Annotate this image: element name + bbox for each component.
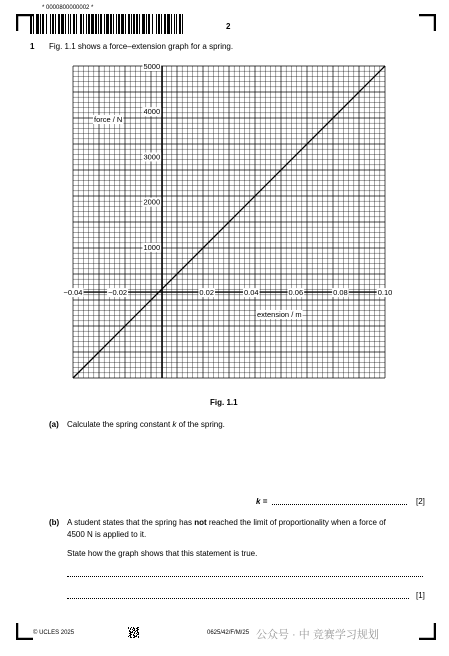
page-number: 2 xyxy=(226,22,231,31)
part-b-answer-line-2[interactable] xyxy=(67,598,409,599)
part-a-marks: [2] xyxy=(416,497,425,506)
part-a-answer-label: k = xyxy=(256,497,268,506)
part-a-answer-line[interactable] xyxy=(272,504,407,505)
question-intro: Fig. 1.1 shows a force–extension graph for a spring. xyxy=(49,42,234,51)
x-tick-label: 0.08 xyxy=(333,288,348,298)
y-axis-title: force / N xyxy=(94,115,123,124)
x-tick-label: 0.04 xyxy=(243,288,259,298)
x-tick-label: −0.02 xyxy=(108,288,128,298)
qr-code xyxy=(128,627,139,638)
watermark: 公众号 · 中 竞赛学习规划 xyxy=(256,629,379,641)
part-b-label: (b) xyxy=(49,518,60,527)
figure-caption: Fig. 1.1 xyxy=(210,398,238,407)
part-a-question: Calculate the spring constant k of the spring. xyxy=(67,420,225,429)
x-tick-label: −0.04 xyxy=(63,288,83,298)
question-number: 1 xyxy=(30,42,35,51)
x-tick-label: 0.06 xyxy=(288,288,304,298)
part-b-marks: [1] xyxy=(416,591,425,600)
part-b-answer-line-1[interactable] xyxy=(67,576,423,577)
y-tick-label: 4000 xyxy=(143,107,161,117)
footer-copyright: © UCLES 2025 xyxy=(33,630,75,636)
part-a-label: (a) xyxy=(49,420,59,429)
x-tick-label: 0.02 xyxy=(199,288,215,298)
part-b-line-1: A student states that the spring has not reached the limit of proportionality when a force of xyxy=(67,518,386,527)
x-axis-title: extension / m xyxy=(257,310,302,319)
corner-mark-bottom-left xyxy=(16,622,34,640)
x-tick-label: 0.10 xyxy=(377,288,393,298)
corner-mark-bottom-right xyxy=(418,622,436,640)
y-tick-label: 1000 xyxy=(143,242,161,252)
part-b-line-2: 4500 N is applied to it. xyxy=(67,530,147,539)
footer-code: 0625/42/F/M/25 xyxy=(207,630,250,636)
y-tick-label: 5000 xyxy=(143,62,161,71)
part-b-instruction: State how the graph shows that this statement is true. xyxy=(67,549,258,558)
y-tick-label: 2000 xyxy=(143,197,161,207)
y-tick-label: 3000 xyxy=(143,152,161,162)
barcode-text: * 0000800000002 * xyxy=(42,5,94,11)
